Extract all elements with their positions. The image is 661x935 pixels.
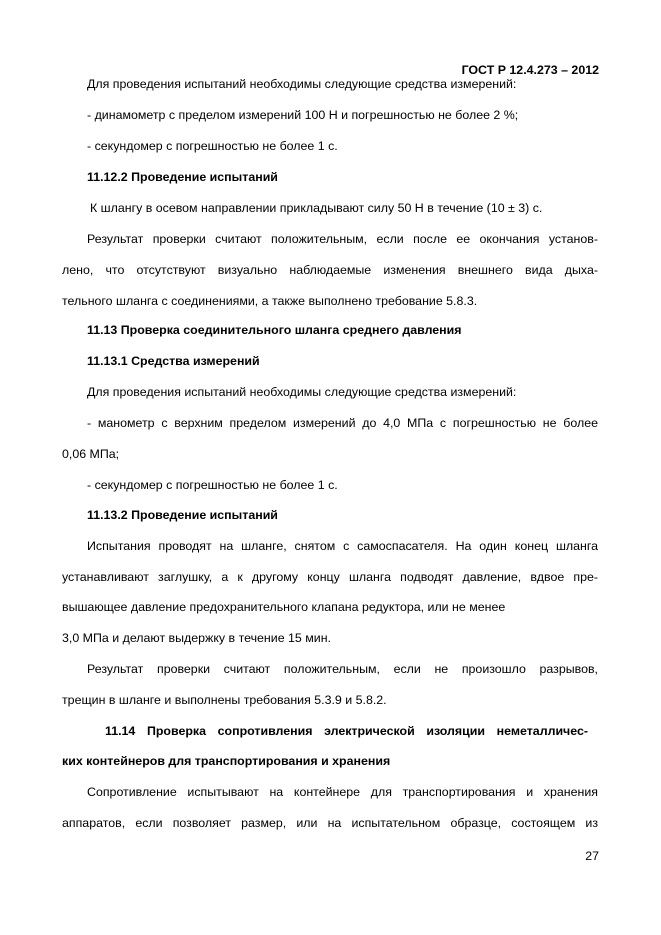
paragraph-line: трещин в шланге и выполнены требования 5.3.9 и 5.8.2. (62, 693, 387, 707)
paragraph-line: вышающее давление предохранительного клапана редуктора, или не менее (62, 600, 506, 614)
paragraph-line: 3,0 МПа и делают выдержку в течение 15 мин. (62, 631, 331, 645)
section-heading: 11.13.2 Проведение испытаний (87, 508, 278, 522)
paragraph-line: К шлангу в осевом направлении прикладывают силу 50 Н в течение (10 ± 3) с. (90, 201, 543, 215)
section-heading: 11.14 Проверка сопротивления электрической изоляции неметалличес- (105, 724, 588, 738)
list-item: - секундомер с погрешностью не более 1 с. (87, 478, 338, 492)
list-item: - секундомер с погрешностью не более 1 с. (87, 139, 338, 153)
paragraph-line: устанавливают заглушку, а к другому концу шланга подводят давление, вдвое пре- (62, 570, 598, 584)
page-header: ГОСТ Р 12.4.273 – 2012 (461, 63, 599, 77)
section-heading: 11.13.1 Средства измерений (87, 354, 260, 368)
list-item: - манометр с верхним пределом измерений до 4,0 МПа с погрешностью не более (87, 416, 598, 430)
section-heading: 11.12.2 Проведение испытаний (87, 170, 278, 184)
paragraph-line: аппаратов, если позволяет размер, или на испытательном образце, состоящем из (62, 816, 598, 830)
list-item: 0,06 МПа; (62, 447, 120, 461)
list-item: - динамометр с пределом измерений 100 Н и погрешностью не более 2 %; (87, 108, 519, 122)
paragraph-line: Результат проверки считают положительным, если после ее окончания установ- (87, 232, 598, 246)
section-heading: ких контейнеров для транспортирования и хранения (62, 754, 391, 768)
paragraph-line: Сопротивление испытывают на контейнере для транспортирования и хранения (87, 785, 598, 799)
paragraph-line: Испытания проводят на шланге, снятом с самоспасателя. На один конец шланга (87, 539, 598, 553)
paragraph-line: Для проведения испытаний необходимы следующие средства измерений: (87, 77, 517, 91)
paragraph-line: Для проведения испытаний необходимы следующие средства измерений: (87, 385, 517, 399)
section-heading: 11.13 Проверка соединительного шланга среднего давления (87, 323, 462, 337)
paragraph-line: тельного шланга с соединениями, а также выполнено требование 5.8.3. (62, 294, 478, 308)
page-number: 27 (585, 849, 599, 863)
paragraph-line: Результат проверки считают положительным, если не произошло разрывов, (87, 662, 598, 676)
paragraph-line: лено, что отсутствуют визуально наблюдаемые изменения внешнего вида дыха- (62, 263, 598, 277)
